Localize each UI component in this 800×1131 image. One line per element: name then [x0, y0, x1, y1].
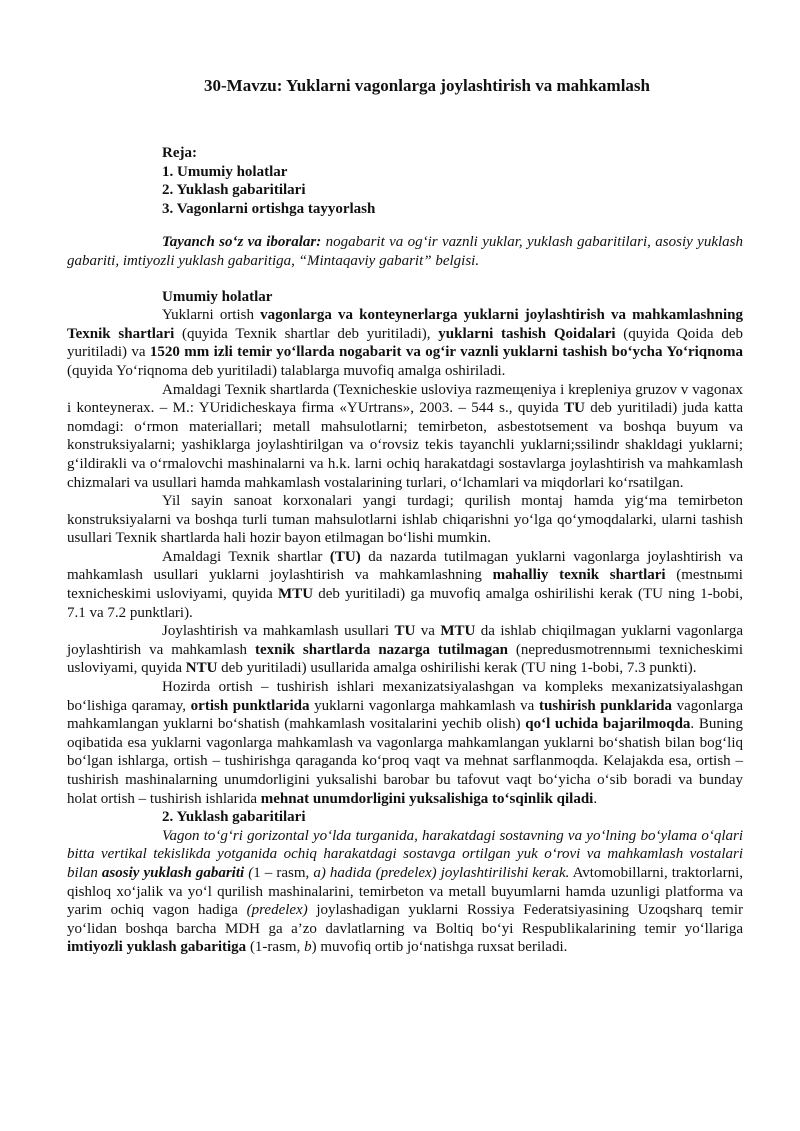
plan-item: 1. Umumiy holatlar: [162, 163, 288, 180]
section-heading: 2. Yuklash gabaritilari: [162, 809, 306, 826]
plan-label: Reja:: [162, 145, 197, 161]
paragraph: Yil sayin sanoat korxonalari yangi turdagi; qurilish montaj hamda yig‘ma temirbeton konstruksiyalarni va boshqa turli tuman mahsulotlarni ishlab chiqarishni yo‘lga qo‘ymoqdalarki, ularni tashish usullari Texnik shartlarda hali hozir bayon etilmagan bo‘lishi mumkin.: [67, 493, 743, 547]
paragraph: Amaldagi Texnik shartlar (TU) da nazarda tutilmagan yuklarni vagonlarga joylashtirish va mahkamlash usullari yuklarni joylashtirish va mahkamlashning mahalliy texnik shartlari (mestnыmi texnicheskimi usloviyami, quyida MTU deb yuritiladi) ga muvofiq amalga oshirilishi kerak (TU ning 1-bobi, 7.1 va 7.2 punktlari).: [67, 548, 743, 621]
plan-item: 2. Yuklash gabaritilari: [162, 182, 306, 199]
plan-list: [162, 144, 743, 218]
document-page: [67, 76, 743, 957]
section-heading: Umumiy holatlar: [162, 288, 273, 305]
paragraph: Amaldagi Texnik shartlarda (Texnicheskie usloviya razmeщeniya i krepleniya gruzov v vagonax i konteynerax. – M.: YUridicheskaya firma «YUrtrans», 2003. – 544 s., quyida TU deb yuritiladi) juda katta nomdagi: o‘rmon materiallari; metall mahsulotlarni; temirbeton, asbestotsement va boshqa buyum va konstruksiyalarni; yashiklarga joylashtirilgan va o‘rovsiz tekis tayanchli yuklarni;ssilindr shakldagi yuklarni; g‘ildirakli va o‘rmalovchi mashinalarni va h.k. larni ochiq harakatdagi sostavlarga joylashtirish va mahkamlash chizmalari va usullari hamda mahkamlash vostalarining turlari, o‘lchamlari va miqdorlari ko‘rsatilgan.: [67, 381, 743, 491]
paragraph: Vagon to‘g‘ri gorizontal yo‘lda turganida, harakatdagi sostavning va yo‘lning bo‘ylama o‘qlari bitta vertikal tekislikda yotganida ochiq harakatdagi sostavga ortilgan yuk o‘rovi va mahkamlash vostalari bilan asosiy yuklash gabariti (1 – rasm, a) hadida (predelex) joylashtirilishi kerak. Avtomobillarni, traktorlarni, qishloq xo‘jalik va yo‘l qurilish mashinalarini, temirbeton va metall buyumlarni hamda uzunligi platforma va yarim ochiq vagon hadiga (predelex) joylashadigan yuklarni Rossiya Federatsiyasining Uzoqsharq temir yo‘lidan boshqa barcha MDH ga a’zo davlatlarning va Boltiq bo‘yi Respublikalarining temir yo‘llariga imtiyozli yuklash gabaritiga (1-rasm, b) muvofiq ortib jo‘natishga ruxsat beriladi.: [67, 827, 743, 956]
page-title: 30-Mavzu: Yuklarni vagonlarga joylashtirish va mahkamlash: [204, 76, 650, 95]
keywords-paragraph: [67, 233, 743, 270]
paragraph: Joylashtirish va mahkamlash usullari TU va MTU da ishlab chiqilmagan yuklarni vagonlarga joylashtirish va mahkamlash texnik shartlarda nazarga tutilmagan (nepredusmotrennыmi texnicheskimi usloviyami, quyida NTU deb yuritiladi) usullarida amalga oshirilishi kerak (TU ning 1-bobi, 7.3 punkti).: [67, 623, 744, 677]
paragraph: Hozirda ortish – tushirish ishlari mexanizatsiyalashgan va kompleks mexanizatsiyalashgan bo‘lishiga qaramay, ortish punktlarida yuklarni vagonlarga mahkamlash va tushirish punklarida vagonlarga mahkamlangan yuklarni bo‘shatish (mahkamlash vositalarini yechib olish) qo‘l uchida bajarilmoqda. Buning oqibatida esa yuklarni vagonlarga mahkamlash va vagonlarga mahkamlangan yuklarni bo‘shatish bilan bog‘liq bo‘lgan ishlarga, ortish – tushirishga qaraganda ko‘proq vaqt va mehnat sarflanmoqda. Kelajakda esa, ortish – tushirish mashinalarning unumdorligini yuksalishi barobar bu tafovut vaqt bo‘yicha o‘sib boradi va bunday holat ortish – tushirish ishlarida mehnat unumdorligini yuksalishiga to‘sqinlik qiladi.: [67, 679, 743, 807]
plan-item: 3. Vagonlarni ortishga tayyorlash: [162, 200, 376, 217]
keywords-text: nogabarit va og‘ir vaznli yuklar, yuklash gabaritilari, asosiy yuklash gabariti, imtiyozli yuklash gabaritiga, “Mintaqaviy gabarit” belgisi.: [67, 234, 743, 269]
paragraph: Yuklarni ortish vagonlarga va konteynerlarga yuklarni joylashtirish va mahkamlashning Texnik shartlari (quyida Texnik shartlar deb yuritiladi), yuklarni tashish Qoidalari (quyida Qoida deb yuritiladi) va 1520 mm izli temir yo‘llarda nogabarit va og‘ir vaznli yuklarni tashish bo‘ycha Yo‘riqnoma (quyida Yo‘riqnoma deb yuritiladi) talablarga muvofiq amalga oshiriladi.: [67, 307, 743, 379]
keywords-label: Tayanch so‘z va iboralar:: [162, 234, 322, 251]
